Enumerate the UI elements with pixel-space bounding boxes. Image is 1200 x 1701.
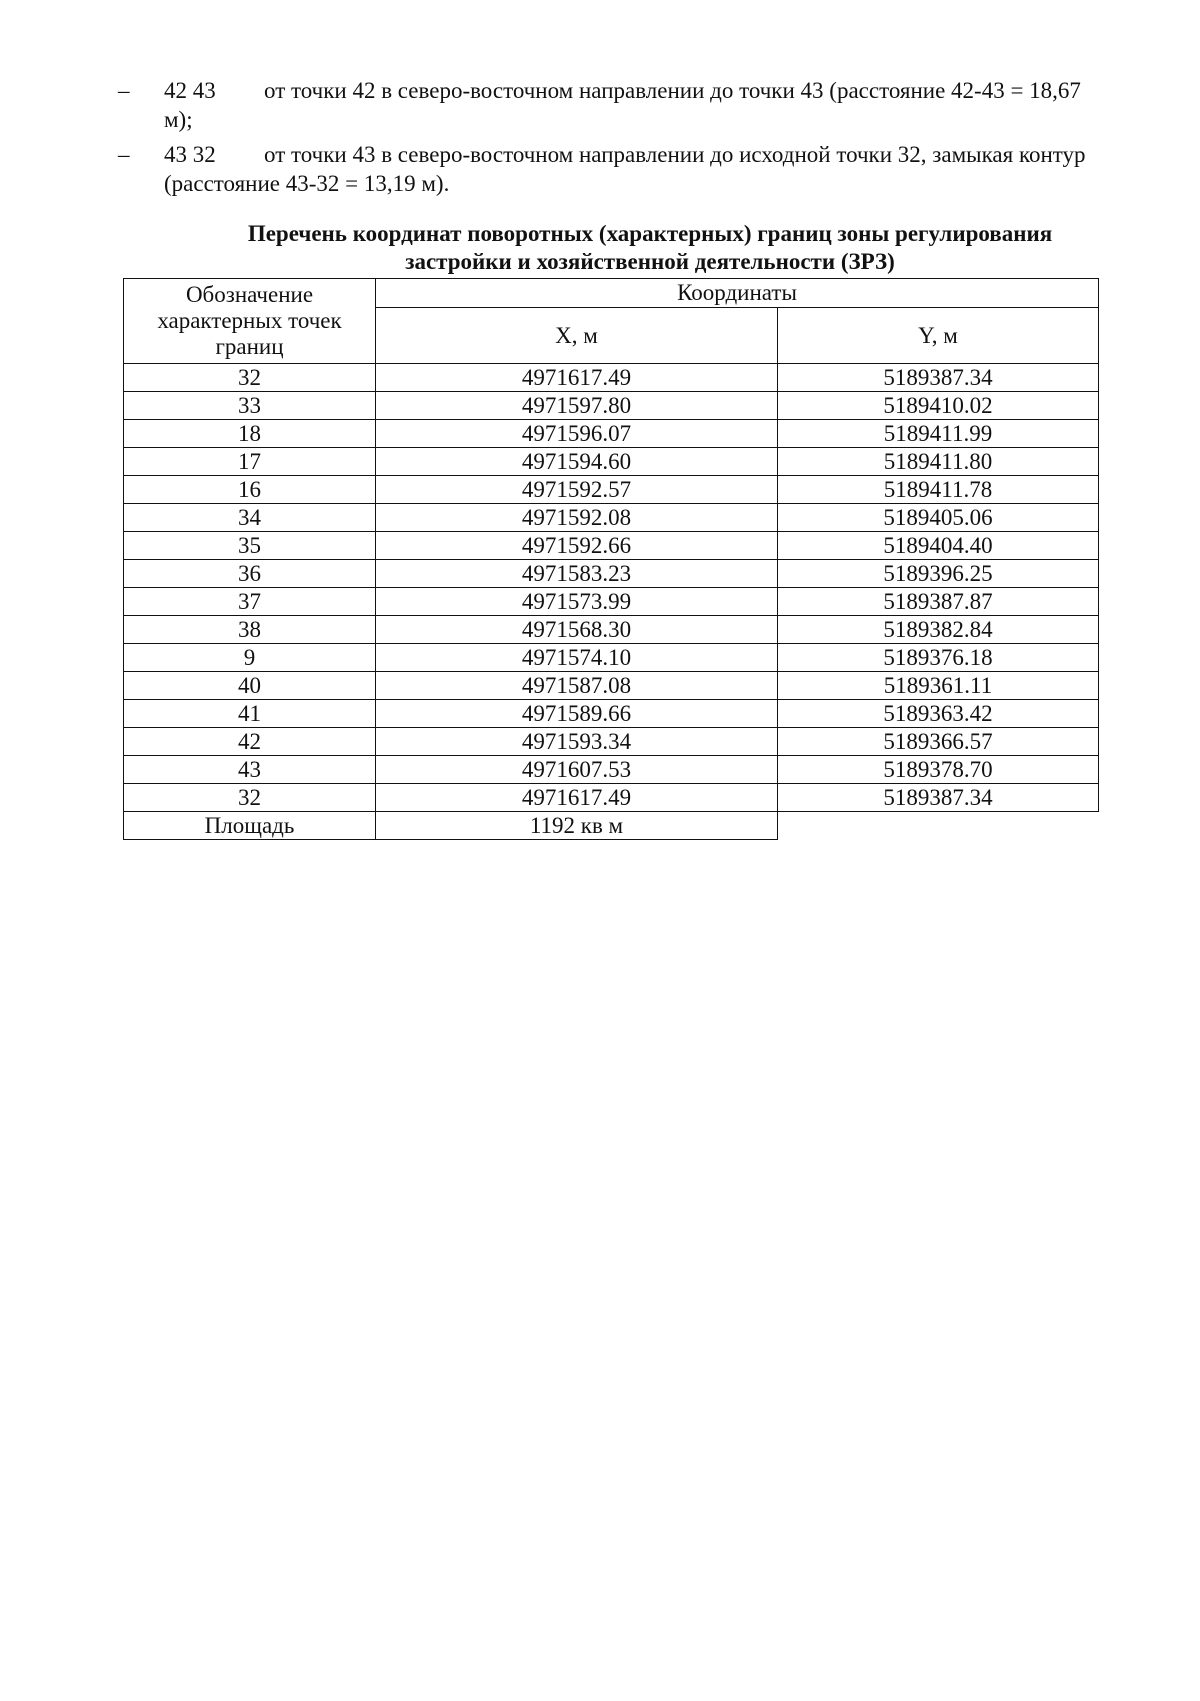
table-row [124,700,1099,728]
table-title-line: застройки и хозяйственной деятельности (ЗРЗ) [405,249,895,274]
x-cell: 4971592.08 [376,504,778,532]
y-cell: 5189387.34 [778,784,1099,812]
y-cell: 5189405.06 [778,504,1099,532]
bullet-segment: 42 43 [164,78,216,103]
point-cell: 33 [124,392,376,420]
table-row [124,588,1099,616]
table-row [124,420,1099,448]
x-cell: 4971574.10 [376,644,778,672]
table-row [124,756,1099,784]
table-area-row [124,812,1099,840]
y-cell: 5189366.57 [778,728,1099,756]
x-cell: 4971593.34 [376,728,778,756]
bullet-text: от точки 43 в северо-восточном направлении до исходной точки 32, замыкая контур (расстояние 43-32 = 13,19 м). [164,142,1086,196]
point-cell: 38 [124,616,376,644]
point-cell: 34 [124,504,376,532]
x-cell: 4971594.60 [376,448,778,476]
x-cell: 4971596.07 [376,420,778,448]
header-y: Y, м [778,308,1099,364]
bullet-item [118,140,1088,198]
x-cell: 4971583.23 [376,560,778,588]
table-row [124,448,1099,476]
x-cell: 4971617.49 [376,364,778,392]
x-cell: 4971607.53 [376,756,778,784]
point-cell: 35 [124,532,376,560]
bullet-item [118,76,1088,134]
x-cell: 4971568.30 [376,616,778,644]
header-coordinates: Координаты [376,279,1099,308]
bullet-segment: 43 32 [164,142,216,167]
table-row [124,504,1099,532]
x-cell: 4971589.66 [376,700,778,728]
table-row [124,728,1099,756]
bullet-dash: – [118,142,130,167]
y-cell: 5189396.25 [778,560,1099,588]
y-cell: 5189363.42 [778,700,1099,728]
point-cell: 37 [124,588,376,616]
point-cell: 42 [124,728,376,756]
x-cell: 4971617.49 [376,784,778,812]
table-row [124,392,1099,420]
y-cell: 5189382.84 [778,616,1099,644]
point-cell: 43 [124,756,376,784]
point-cell: 40 [124,672,376,700]
point-cell: 9 [124,644,376,672]
table-row [124,532,1099,560]
bullet-text: от точки 42 в северо-восточном направлении до точки 43 (расстояние 42-43 = 18,67 м); [164,78,1081,132]
header-x: X, м [376,308,778,364]
point-cell: 17 [124,448,376,476]
y-cell: 5189378.70 [778,756,1099,784]
table-body [124,364,1099,812]
point-cell: 32 [124,784,376,812]
y-cell: 5189411.80 [778,448,1099,476]
table-row [124,476,1099,504]
point-cell: 18 [124,420,376,448]
bullet-dash: – [118,78,130,103]
area-empty-cell [778,812,1099,840]
y-cell: 5189404.40 [778,532,1099,560]
bullet-list [118,76,1088,204]
y-cell: 5189387.34 [778,364,1099,392]
table-row [124,784,1099,812]
coordinates-table [123,278,1099,840]
table-row [124,616,1099,644]
y-cell: 5189387.87 [778,588,1099,616]
table-row [124,560,1099,588]
x-cell: 4971597.80 [376,392,778,420]
table-row [124,644,1099,672]
x-cell: 4971587.08 [376,672,778,700]
point-cell: 36 [124,560,376,588]
x-cell: 4971573.99 [376,588,778,616]
point-cell: 41 [124,700,376,728]
table-header-row [124,279,1099,308]
point-cell: 32 [124,364,376,392]
x-cell: 4971592.57 [376,476,778,504]
x-cell: 4971592.66 [376,532,778,560]
header-point: Обозначение характерных точек границ [124,279,376,364]
area-label: Площадь [124,812,376,840]
y-cell: 5189411.78 [778,476,1099,504]
y-cell: 5189376.18 [778,644,1099,672]
y-cell: 5189410.02 [778,392,1099,420]
y-cell: 5189411.99 [778,420,1099,448]
y-cell: 5189361.11 [778,672,1099,700]
table-row [124,672,1099,700]
table-title-line: Перечень координат поворотных (характерных) границ зоны регулирования [247,221,1053,246]
table-title [200,220,1100,276]
area-value: 1192 кв м [376,812,778,840]
table-row [124,364,1099,392]
point-cell: 16 [124,476,376,504]
